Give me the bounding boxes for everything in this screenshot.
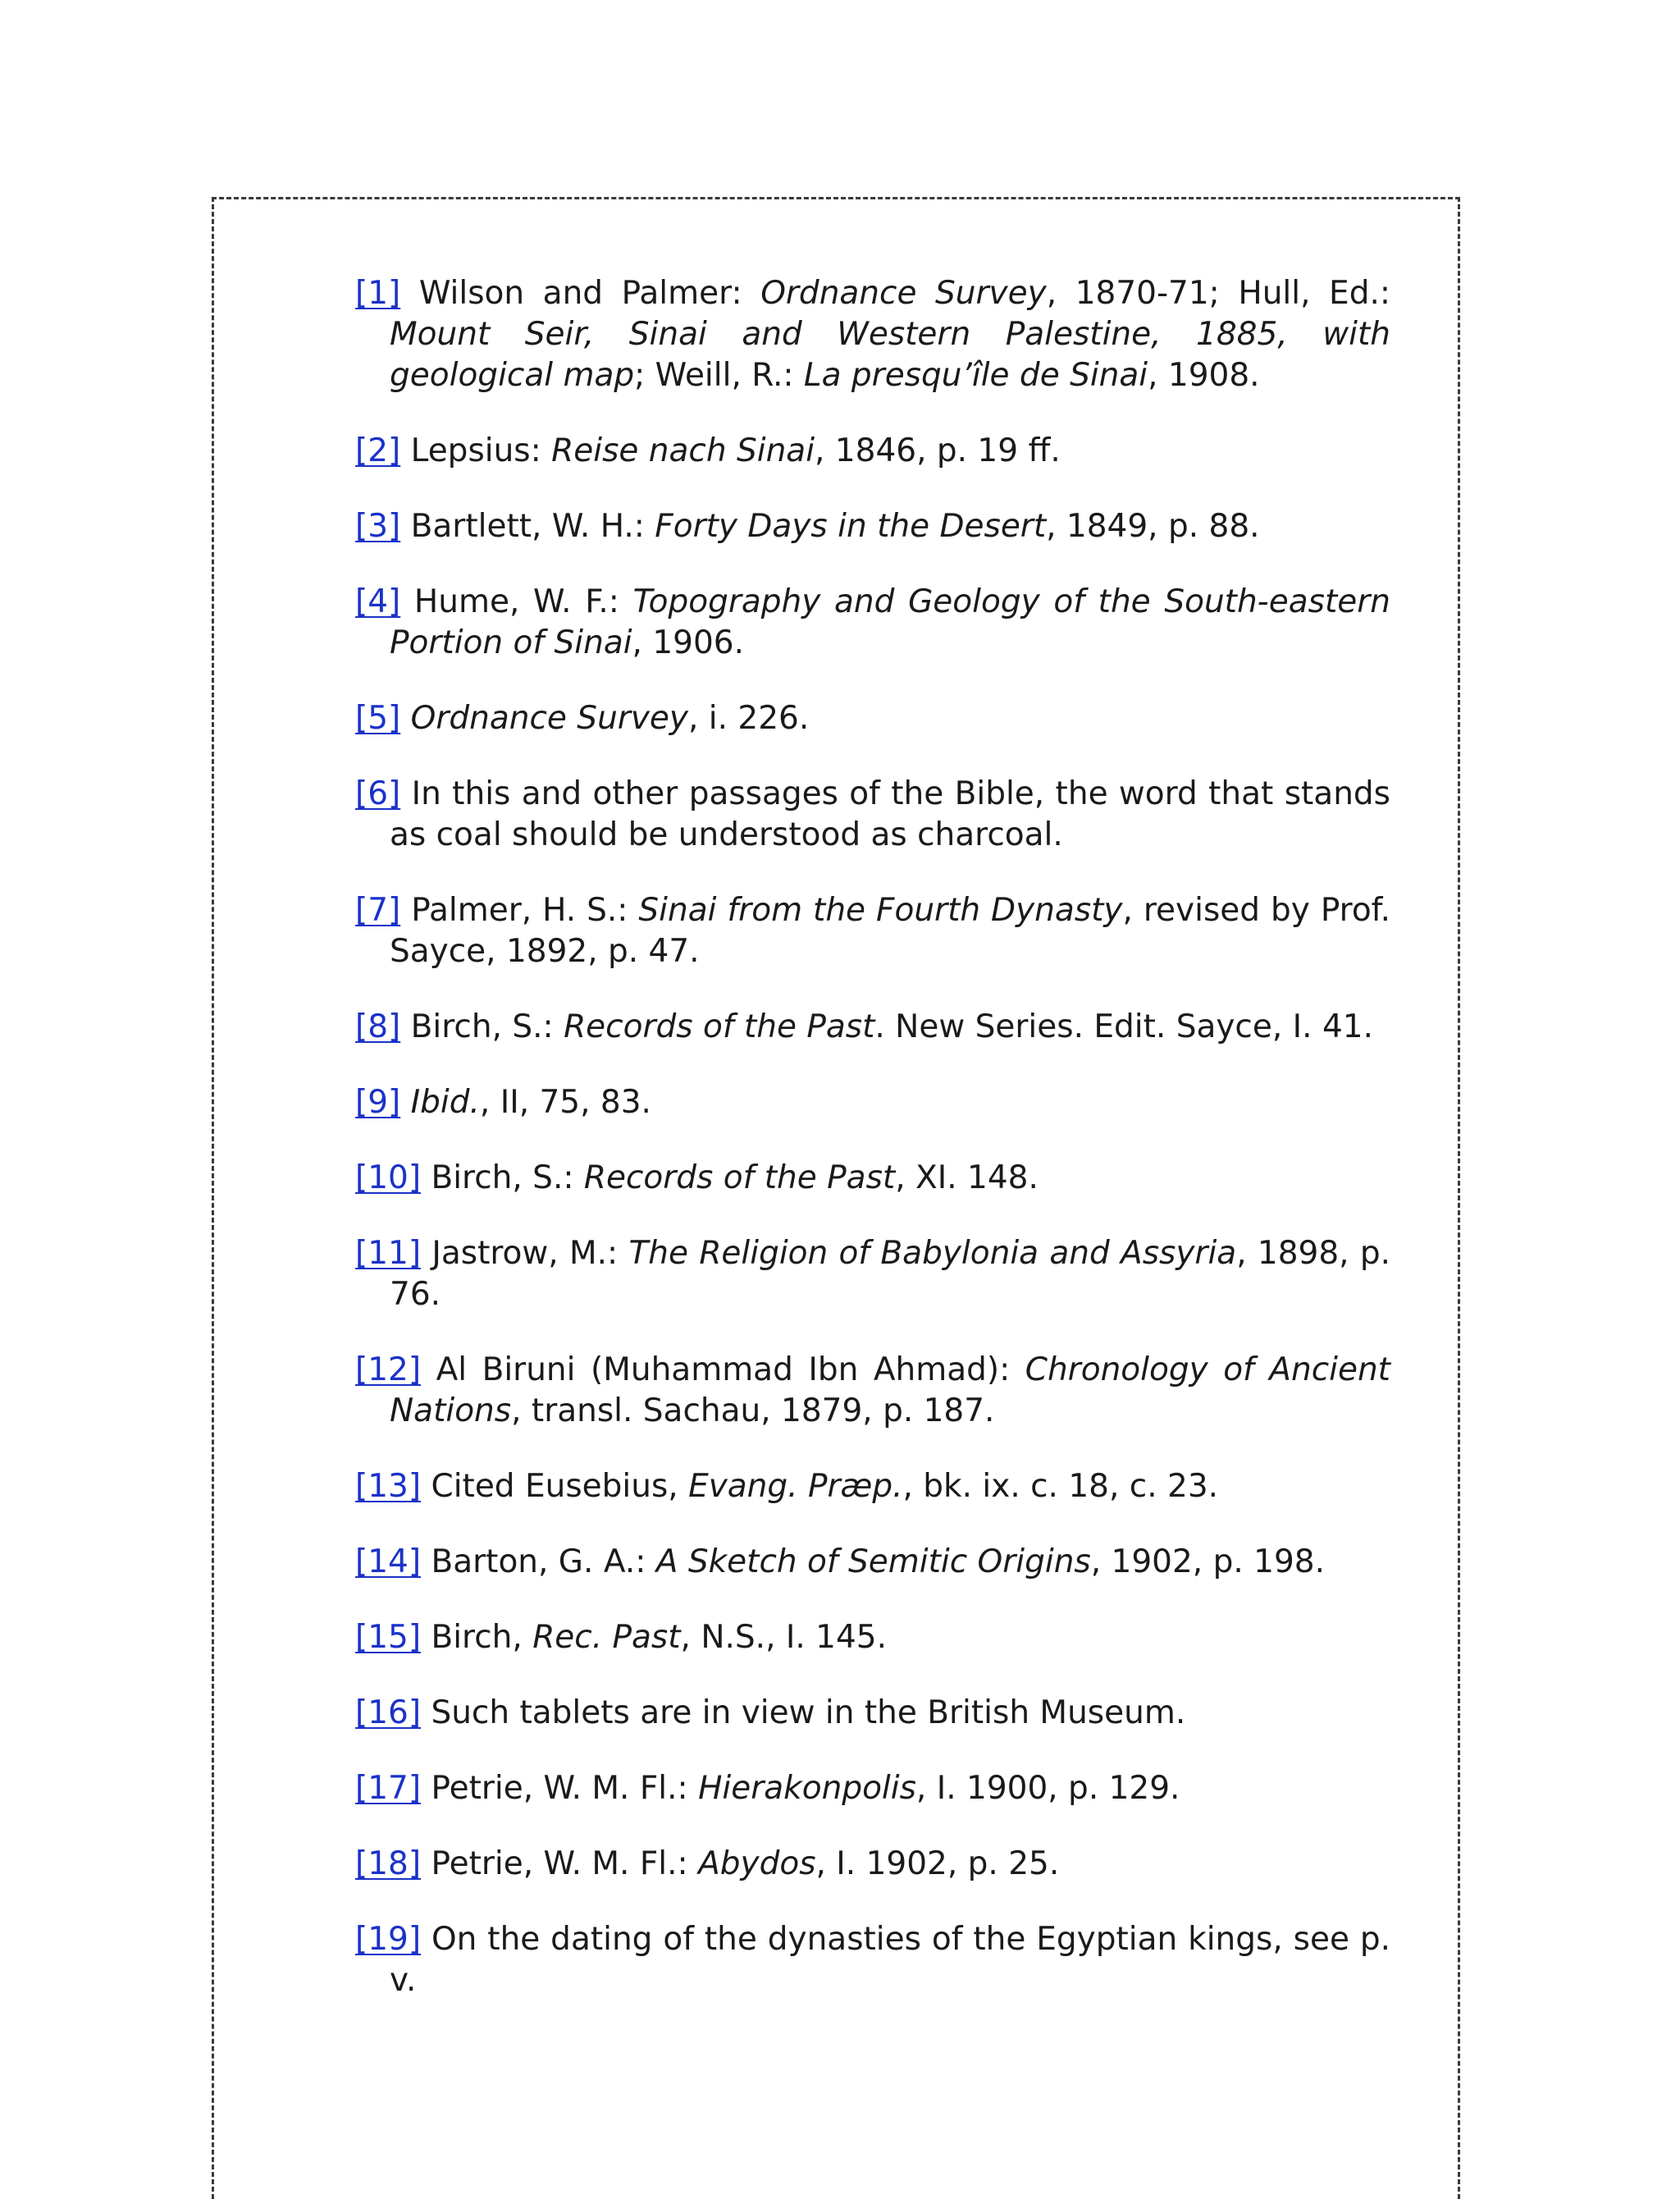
footnote-ref-link-7[interactable]: [7]: [355, 892, 401, 929]
footnote-text: Lepsius:: [400, 432, 552, 469]
footnote-ref-link-11[interactable]: [11]: [355, 1235, 422, 1272]
footnote-text: , II, 75, 83.: [479, 1084, 651, 1121]
footnote-text: In this and other passages of the Bible, the word that stands as coal should be understood as charcoal.: [390, 775, 1390, 853]
footnote-title: Sinai from the Fourth Dynasty: [638, 892, 1123, 929]
footnote-ref-link-16[interactable]: [16]: [355, 1694, 422, 1731]
footnote-text: Al Biruni (Muhammad Ibn Ahmad):: [421, 1351, 1025, 1388]
footnote-text: Barton, G. A.:: [421, 1543, 656, 1580]
footnote-ref-link-3[interactable]: [3]: [355, 508, 401, 545]
footnote-text: , transl. Sachau, 1879, p. 187.: [511, 1392, 995, 1429]
footnote-14: [355, 1542, 1390, 1583]
footnote-ref-link-6[interactable]: [6]: [355, 775, 401, 812]
footnote-title: Ordnance Survey: [410, 700, 688, 737]
footnote-text: , revised by Prof. Sayce, 1892, p. 47.: [390, 892, 1390, 970]
footnote-text: , 1908.: [1148, 357, 1260, 394]
footnote-title: La presqu’île de Sinai: [803, 357, 1148, 394]
footnote-8: [355, 1007, 1390, 1048]
footnote-text: Birch, S.:: [421, 1159, 584, 1196]
footnote-ref-link-2[interactable]: [2]: [355, 432, 401, 469]
footnote-title: Forty Days in the Desert: [655, 508, 1047, 545]
footnote-text: [400, 1084, 410, 1121]
footnote-title: Rec. Past: [532, 1619, 681, 1656]
footnote-ref-link-9[interactable]: [9]: [355, 1084, 401, 1121]
footnote-13: [355, 1466, 1390, 1507]
footnote-1: [355, 273, 1390, 396]
footnote-10: [355, 1158, 1390, 1199]
footnote-text: , XI. 148.: [895, 1159, 1039, 1196]
footnote-title: Topography and Geology of the South-eastern Portion of Sinai: [390, 583, 1391, 661]
footnote-title: Records of the Past: [564, 1008, 875, 1045]
footnote-15: [355, 1617, 1390, 1658]
footnote-text: ; Weill, R.:: [634, 357, 804, 394]
footnote-title: The Religion of Babylonia and Assyria: [628, 1235, 1237, 1272]
footnote-7: [355, 890, 1390, 972]
footnote-text: Petrie, W. M. Fl.:: [421, 1845, 699, 1882]
footnote-12: [355, 1350, 1390, 1432]
footnote-title: Abydos: [698, 1845, 816, 1882]
footnote-title: Hierakonpolis: [698, 1770, 916, 1807]
footnote-title: Ibid.: [410, 1084, 480, 1121]
footnote-ref-link-5[interactable]: [5]: [355, 700, 401, 737]
footnote-text: Birch,: [421, 1619, 533, 1656]
footnote-text: , 1849, p. 88.: [1046, 508, 1260, 545]
footnote-ref-link-12[interactable]: [12]: [355, 1351, 422, 1388]
footnote-text: Such tablets are in view in the British Museum.: [421, 1694, 1186, 1731]
footnote-title: Reise nach Sinai: [551, 432, 815, 469]
footnote-text: , 1846, p. 19 ff.: [815, 432, 1061, 469]
footnote-ref-link-8[interactable]: [8]: [355, 1008, 401, 1045]
footnote-16: [355, 1693, 1390, 1734]
footnote-17: [355, 1768, 1390, 1809]
footnote-text: , I. 1902, p. 25.: [815, 1845, 1060, 1882]
footnote-text: Palmer, H. S.:: [400, 892, 639, 929]
footnote-title: Records of the Past: [583, 1159, 896, 1196]
footnote-text: , N.S., I. 145.: [680, 1619, 887, 1656]
footnote-text: , 1870-71; Hull, Ed.:: [1046, 275, 1390, 312]
footnote-4: [355, 582, 1390, 664]
footnote-ref-link-1[interactable]: [1]: [355, 275, 401, 312]
footnote-text: Wilson and Palmer:: [400, 275, 761, 312]
footnote-18: [355, 1844, 1390, 1885]
footnote-text: Jastrow, M.:: [421, 1235, 629, 1272]
footnote-ref-link-4[interactable]: [4]: [355, 583, 401, 620]
footnotes-list: [355, 273, 1390, 2036]
footnote-ref-link-17[interactable]: [17]: [355, 1770, 422, 1807]
footnote-ref-link-15[interactable]: [15]: [355, 1619, 422, 1656]
footnote-text: . New Series. Edit. Sayce, I. 41.: [874, 1008, 1373, 1045]
footnote-text: On the dating of the dynasties of the Egyptian kings, see p. v.: [390, 1921, 1390, 1999]
footnote-text: , I. 1900, p. 129.: [915, 1770, 1180, 1807]
footnote-11: [355, 1233, 1390, 1315]
footnote-text: , 1902, p. 198.: [1090, 1543, 1325, 1580]
footnote-title: Chronology of Ancient Nations: [390, 1351, 1390, 1429]
footnote-text: , i. 226.: [687, 700, 810, 737]
footnote-ref-link-10[interactable]: [10]: [355, 1159, 422, 1196]
footnote-ref-link-19[interactable]: [19]: [355, 1921, 422, 1958]
footnote-6: [355, 774, 1390, 856]
footnote-5: [355, 698, 1390, 739]
footnote-ref-link-14[interactable]: [14]: [355, 1543, 422, 1580]
footnote-text: Petrie, W. M. Fl.:: [421, 1770, 699, 1807]
footnote-text: Bartlett, W. H.:: [400, 508, 655, 545]
footnote-title: Mount Seir, Sinai and Western Palestine, 1885, with geological map: [390, 316, 1390, 394]
footnote-9: [355, 1082, 1390, 1123]
footnote-text: Birch, S.:: [400, 1008, 564, 1045]
footnote-text: , 1898, p. 76.: [390, 1235, 1390, 1313]
footnote-text: [400, 700, 410, 737]
footnote-3: [355, 506, 1390, 547]
footnote-title: Evang. Præp.: [688, 1468, 903, 1505]
footnote-ref-link-13[interactable]: [13]: [355, 1468, 422, 1505]
footnote-title: Ordnance Survey: [760, 275, 1047, 312]
footnote-text: , bk. ix. c. 18, c. 23.: [902, 1468, 1219, 1505]
footnote-text: , 1906.: [632, 624, 744, 661]
footnote-title: A Sketch of Semitic Origins: [655, 1543, 1091, 1580]
footnote-text: Cited Eusebius,: [421, 1468, 689, 1505]
footnote-text: Hume, W. F.:: [400, 583, 633, 620]
footnote-ref-link-18[interactable]: [18]: [355, 1845, 422, 1882]
footnote-19: [355, 1919, 1390, 2001]
footnote-2: [355, 431, 1390, 472]
